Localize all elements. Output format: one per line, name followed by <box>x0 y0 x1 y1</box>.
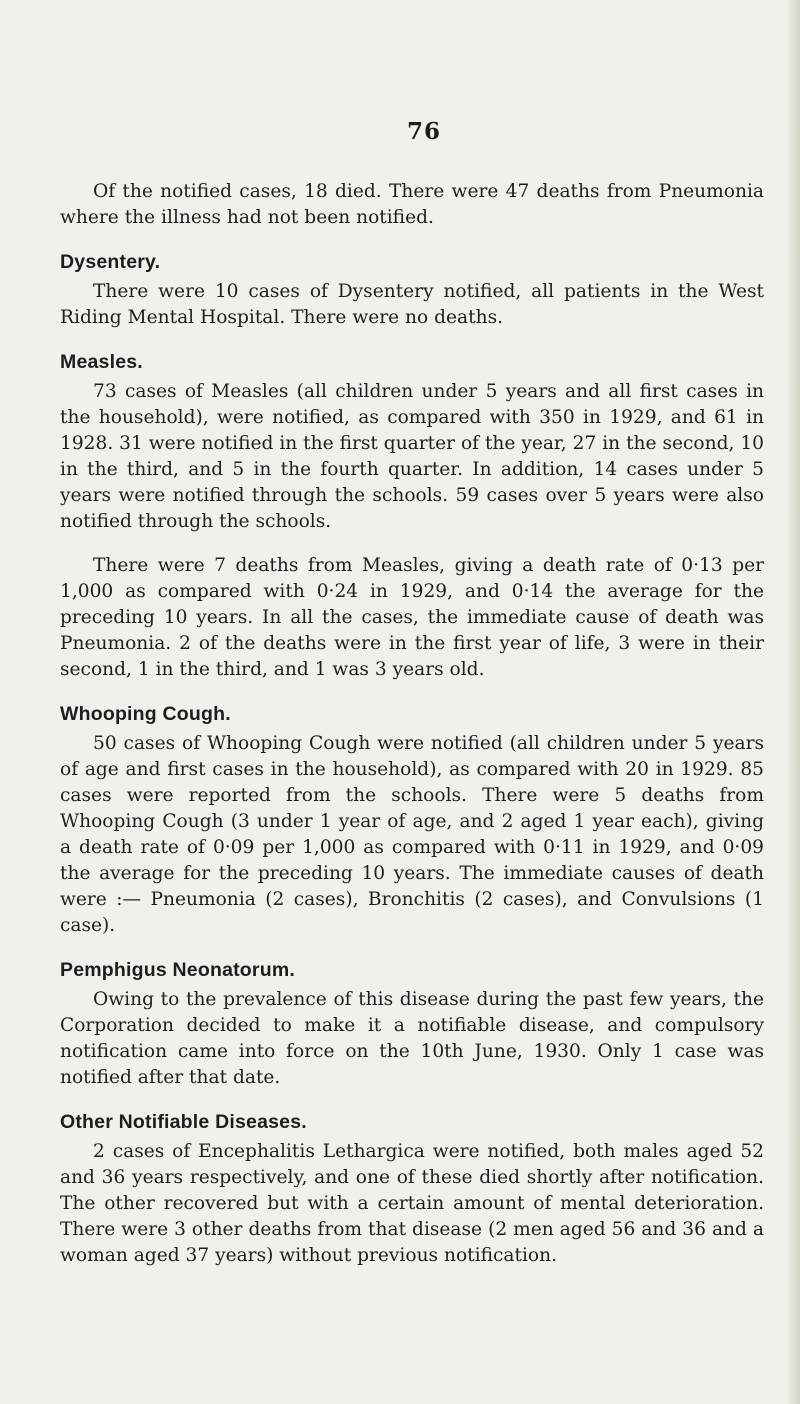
paragraph-other-notifiable-diseases: 2 cases of Encephalitis Lethargica were notified, both males aged 52 and 36 years respectively, and one of these died shortly after notification. The other recovered but with a certain amount of mental deterioration. There were 3 other deaths from that disease (2 men aged 56 and 36 and a woman aged 37 years) without previous notification. <box>60 1141 764 1266</box>
section-other-notifiable-diseases <box>60 1109 764 1269</box>
section-heading-measles: Measles. <box>60 351 143 373</box>
section-heading-whooping-cough: Whooping Cough. <box>60 703 231 725</box>
page-number: 76 <box>406 118 441 145</box>
paragraph-measles-cases: 73 cases of Measles (all children under 5 years and all first cases in the household), were notified, as compared with 350 in 1929, and 61 in 1928. 31 were notified in the first quarter of the year, 27 in the second, 10 in the third, and 5 in the fourth quarter. In addition, 14 cases under 5 years were notified through the schools. 59 cases over 5 years were also notified through the schools. <box>60 381 764 532</box>
section-dysentery <box>60 249 764 331</box>
section-pemphigus-neonatorum <box>60 957 764 1091</box>
paragraph-pemphigus-neonatorum: Owing to the prevalence of this disease during the past few years, the Corporation decided to make it a notifiable disease, and compulsory notification came into force on the 10th June, 1930. Only 1 case was notified after that date. <box>60 989 764 1088</box>
section-heading-other-notifiable-diseases: Other Notifiable Diseases. <box>60 1111 307 1133</box>
paragraph-measles-deaths: There were 7 deaths from Measles, giving a death rate of 0·13 per 1,000 as compared with 0·24 in 1929, and 0·14 the average for the preceding 10 years. In all the cases, the immediate cause of death was Pneumonia. 2 of the deaths were in the first year of life, 3 were in their second, 1 in the third, and 1 was 3 years old. <box>60 555 764 680</box>
intro-paragraph: Of the notified cases, 18 died. There were 47 deaths from Pneumonia where the illness had not been notified. <box>60 181 764 228</box>
section-heading-pemphigus-neonatorum: Pemphigus Neonatorum. <box>60 959 295 981</box>
paragraph-whooping-cough: 50 cases of Whooping Cough were notified (all children under 5 years of age and first cases in the household), as compared with 20 in 1929. 85 cases were reported from the schools. There were 5 deaths from Whooping Cough (3 under 1 year of age, and 2 aged 1 year each), giving a death rate of 0·09 per 1,000 as compared with 0·11 in 1929, and 0·09 the average for the preceding 10 years. The immediate causes of death were :— Pneumonia (2 cases), Bronchitis (2 cases), and Convulsions (1 case). <box>60 733 764 936</box>
page-edge-shadow <box>786 0 800 1404</box>
section-measles <box>60 349 764 683</box>
section-whooping-cough <box>60 701 764 939</box>
paragraph-dysentery: There were 10 cases of Dysentery notified, all patients in the West Riding Mental Hospital. There were no deaths. <box>60 281 764 328</box>
section-heading-dysentery: Dysentery. <box>60 251 161 273</box>
